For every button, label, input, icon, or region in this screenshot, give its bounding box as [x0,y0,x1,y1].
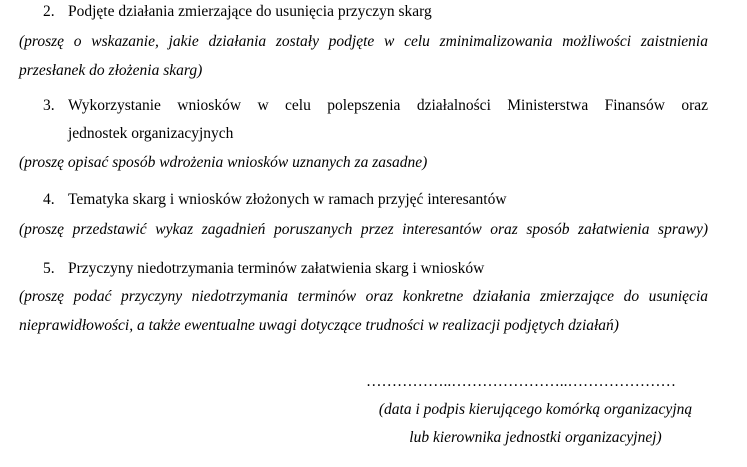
item-5-note-line-2: nieprawidłowości, a także ewentualne uwagi dotyczące trudności w realizacji podjętych działań) [19,317,619,334]
item-3-heading-line-2: jednostek organizacyjnych [68,125,234,142]
item-2-heading: Podjęte działania zmierzające do usunięcia przyczyn skarg [68,3,432,20]
item-2-number: 2. [43,3,55,20]
signature-caption-line-1: (data i podpis kierującego komórką organizacyjną [378,401,693,418]
item-4-note: (proszę przedstawić wykaz zagadnień poruszanych przez interesantów oraz sposób załatwienia sprawy) [19,221,708,238]
item-4-number: 4. [43,191,55,208]
item-5-heading: Przyczyny niedotrzymania terminów załatwienia skarg i wniosków [68,260,485,277]
item-2-note-line-1: (proszę o wskazanie, jakie działania zostały podjęte w celu zminimalizowania możliwości zaistnienia [19,33,708,50]
item-3-number: 3. [43,97,55,114]
signature-dots: ……………..…………………..………………… [366,373,676,390]
item-3-note: (proszę opisać sposób wdrożenia wniosków uznanych za zasadne) [19,154,428,171]
item-5-note-line-1: (proszę podać przyczyny niedotrzymania terminów oraz konkretne działania zmierzające do usunięcia [19,288,708,305]
item-2-note-line-2: przesłanek do złożenia skarg) [19,62,203,79]
item-5-number: 5. [43,260,55,277]
item-4-heading: Tematyka skarg i wniosków złożonych w ramach przyjęć interesantów [68,191,507,208]
item-3-heading-line-1: Wykorzystanie wniosków w celu polepszenia działalności Ministerstwa Finansów oraz [68,97,708,114]
signature-caption-line-2: lub kierownika jednostki organizacyjnej) [409,429,662,446]
